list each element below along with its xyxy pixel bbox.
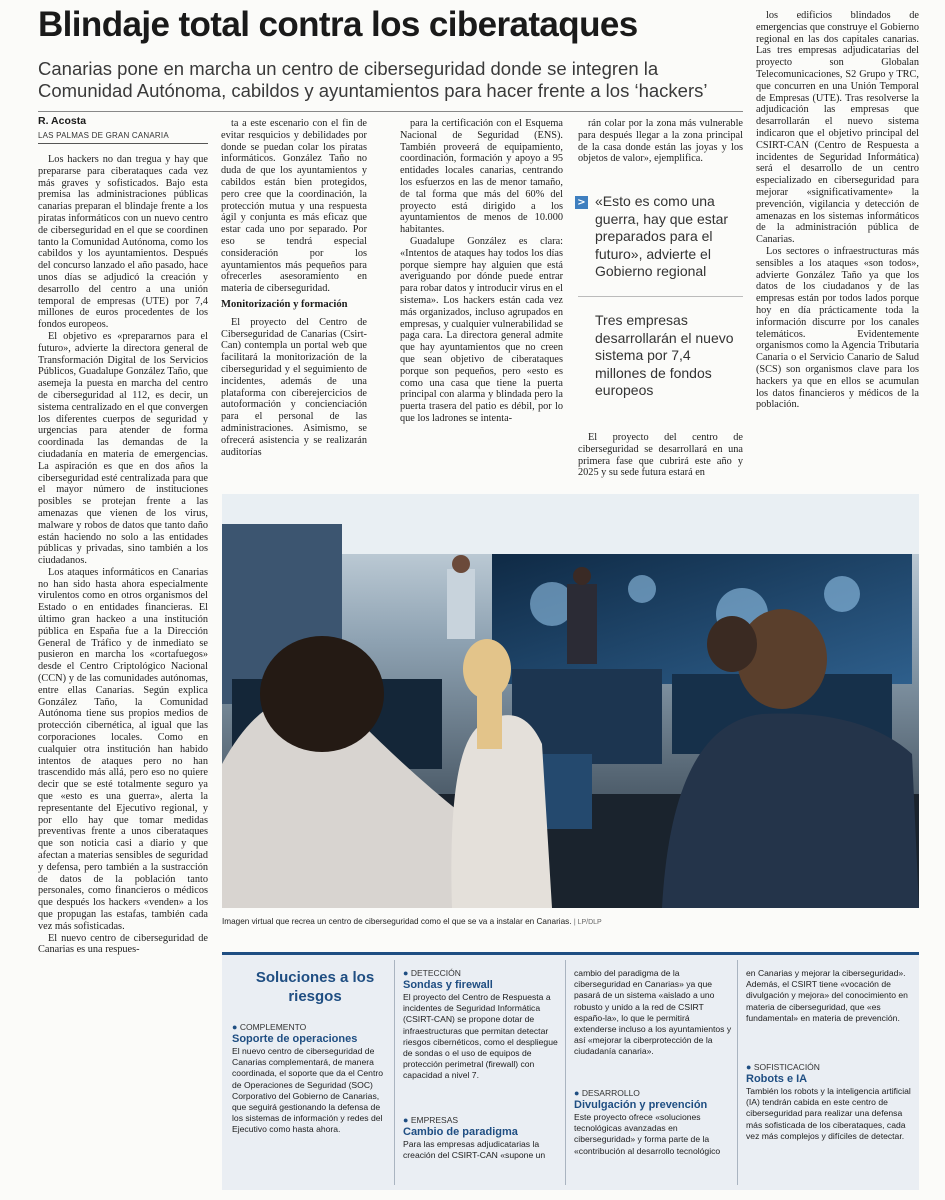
paragraph: Los ataques informáticos en Canarias no han sido hasta ahora especialmente virulentos como en otros organismos del Estado o en entidades financieras. El último gran hackeo a una institución pública en España fue a la Dirección General de Tráfico y de inmediato se pusieron en marcha los «cortafuegos» desde el Centro Criptológico Nacional (CCN) y de las comunidades autónomas, entre ellas Canarias. Según explica González Taño, la Comunidad Autónoma tiene sus propios medios de protección cibernética, al igual que las corporaciones locales. Como en cualquier otra institución han habido intentos de ataques pero no han trascendido más allá, pero eso no quiere decir que se esté totalmente seguro ya que «esto es una guerra», alerta la representante del Ejecutivo regional, y por ello hay que tomar medidas preventivas frente a unos ciberataques que son noticia casi a diario y que afectan a materias sensibles de seguridad y defensa, pero también a la sustracción de datos de la población tanto personales, como financieros o médicos que después los hackers «venden» a los que propugan las estafas, también cada vez más sofisticadas. — [38, 566, 208, 932]
paragraph: El proyecto del Centro de Ciberseguridad de Canarias (Csirt-Can) contempla un portal web que facilitará la monitorización de la ciberseguridad y el seguimiento de incidentes, además de una plataforma con ciberejercicios de autoformación y concienciación para el personal de las administraciones. Asimismo, se ofrecerá asistencia y se realizarán auditorías — [221, 316, 367, 458]
article-column-4-top — [578, 118, 743, 183]
heading-cambio-paradigma: Cambio de paradigma — [403, 1126, 518, 1138]
fact-highlight: Tres empresas desarrollarán el nuevo sistema por 7,4 millones de fondos europeos — [595, 312, 734, 398]
paragraph: Los sectores o infraestructuras más sensibles a los ataques «son todos», advierte González Taño ya que los datos de los ciudadanos y de las empresas están por todos lados porque hoy en día prácticamente toda la información discurre por los canales telemáticos. Evidentemente organismos como la Agencia Tributaria Canaria o el Servicio Canario de Salud (SCS) son organismos clave para los hackers ya que en ellos se acumulan los datos financieros y médicos de la población. — [756, 245, 919, 411]
text-sofisticacion: También los robots y la inteligencia artificial (IA) tendrán cabida en este centro de ciberseguridad para realizar una defensa más sofisticada de los ciberataques, cada vez más complejos y difíciles de detectar. — [746, 1086, 911, 1141]
text-desarrollo-continued: en Canarias y mejorar la ciberseguridad». Además, el CSIRT tiene «vocación de divulgación y mejora» del conocimiento en materia de ciberseguridad, que «es fundamental» en materia de prevención. — [746, 968, 908, 1023]
paragraph: Guadalupe González es clara: «Intentos de ataques hay todos los días porque siempre hay alguien que está averiguando por dónde puede entrar para robar datos y introducir virus en el sistema». Los hackers están cada vez más organizados, incluso agrupados en empresas, y cualquier vulnerabilidad se paga cara. La directora general admite que hay ayuntamientos que no creen que sean objetivo de ciberataques porque son pequeños, pero «esto es como una casa que tiene la puerta principal con alarma y blindada pero la puerta trasera del patio es débil, por lo que los ladrones se intenta- — [400, 235, 563, 424]
kicker-empresas: ● EMPRESAS — [403, 1115, 459, 1125]
paragraph: El proyecto del centro de ciberseguridad se desarrollará en una primera fase que cubrirá este año y 2025 y su sede futura estará en — [578, 432, 743, 479]
subheadline: Canarias pone en marcha un centro de ciberseguridad donde se integren la Comunidad Autónoma, cabildos y ayuntamientos para hacer frente a los ‘hackers’ — [38, 58, 708, 101]
article-column-5 — [756, 10, 919, 488]
sidebar-item-empresas — [403, 1115, 561, 1161]
photo-illustration — [222, 494, 919, 908]
paragraph: rán colar por la zona más vulnerable para después llegar a la zona principal de la casa donde están las joyas y los objetos de valor», ejemplifica. — [578, 118, 743, 165]
heading-divulgacion-prevencion: Divulgación y prevención — [574, 1099, 708, 1111]
sidebar-divider-3 — [737, 960, 738, 1185]
column-3-text — [400, 118, 563, 425]
text-desarrollo: Este proyecto ofrece «soluciones tecnológicas avanzadas en ciberseguridad» y forma parte de la «contribución al desarrollo tecnológico — [574, 1112, 721, 1156]
byline-rule — [38, 143, 208, 144]
sidebar-title: Soluciones a los riesgos — [255, 969, 375, 1005]
paragraph: El nuevo centro de ciberseguridad de Canarias es una respues- — [38, 932, 208, 956]
dateline: LAS PALMAS DE GRAN CANARIA — [38, 131, 169, 140]
text-empresas-continued: cambio del paradigma de la ciberseguridad en Canarias» ya que pasará de un sistema «aislado a uno robusto y unido a la red de CSIRT españo-la», lo que le permitirá extenderse incluso a los ayuntamientos y así «mejorar la ciberprotección de la ciudadanía canaria». — [574, 968, 732, 1057]
bullet-icon: ● — [403, 968, 409, 978]
column-2-text-a — [221, 118, 367, 295]
heading-soporte-operaciones: Soporte de operaciones — [232, 1033, 358, 1045]
sidebar-item-sofisticacion — [746, 1062, 912, 1142]
bullet-icon: ● — [232, 1022, 238, 1032]
paragraph: Los hackers no dan tregua y hay que prepararse para ciberataques cada vez más graves y sofisticados. Bajo esta premisa las administraciones públicas canarias preparan el blindaje frente a los piratas informáticos con un nuevo centro de ciberseguridad en el que se coordinen tanto la Comunidad Autónoma, como los cabildos y los ayuntamientos. Después del concurso lanzado el año pasado, hace unos días se adjudicó la creación y desarrollo del centro a una unión temporal de empresas (UTE) por 7,4 millones de euros procedentes de los fondos europeos. — [38, 154, 208, 331]
paragraph: ta a este escenario con el fin de evitar resquicios y debilidades por donde se puedan colar los piratas informáticos. González Taño no duda de que los ayuntamientos y cabildos están bien protegidos, pero cree que la coordinación, la protección mutua y una respuesta ágil y conjunta es más eficaz que estar cada uno por separado. Por eso se tendrá especial consideración por los ayuntamientos más pequeños para ofrecerles asesoramiento en materia de ciberseguridad. — [221, 118, 367, 295]
headline: Blindaje total contra los ciberataques — [38, 5, 638, 44]
article-column-1 — [38, 154, 208, 1189]
sidebar-item-col3 — [574, 968, 732, 1058]
column-4-text-b — [578, 432, 743, 479]
column-4-text-a — [578, 118, 743, 165]
heading-sondas-firewall: Sondas y firewall — [403, 979, 493, 991]
kicker-complemento: ● COMPLEMENTO — [232, 1022, 307, 1032]
article-column-4-bottom — [578, 432, 743, 488]
pull-quote: «Esto es como una guerra, hay que estar preparados para el futuro», advierte el Gobierno regional — [595, 193, 729, 279]
sidebar-item-deteccion — [403, 968, 561, 1082]
text-empresas: Para las empresas adjudicatarias la creación del CSIRT-CAN «supone un — [403, 1139, 546, 1161]
column-5-text — [756, 10, 919, 411]
photo-credit: | LP/DLP — [573, 919, 602, 926]
arrow-icon: > — [575, 196, 588, 209]
paragraph: los edificios blindados de emergencias que construye el Gobierno regional en las dos capitales canarias. Las tres empresas adjudicatarias del proyecto son Globalan Telecomunicaciones, S2 Grupo y TRC, que concurren en una Unión Temporal de Empresas (UTE). Tras resolverse la adjudicación las empresas que desarrollarán el nuevo sistema indicaron que el objetivo principal del CSIRT-CAN (Centro de Respuesta a incidentes de Seguridad Informática) será el desarrollo de un centro especializado en ciberseguridad para mejorar «significativamente» la prevención, vigilancia y detección de amenazas en los sistemas informáticos de la administración pública de Canarias. — [756, 10, 919, 246]
text-deteccion: El proyecto del Centro de Respuesta a incidentes de Seguridad Informática (CSIRT-CAN) se propone dotar de infraestructuras que permitan detectar riesgos cibernéticos, como el despliegue de sondas o el uso de equipos de protección perimetral (firewall) con capacidad a nivel 7. — [403, 992, 558, 1081]
caption-text: Imagen virtual que recrea un centro de ciberseguridad como el que se va a instalar en Canarias. — [222, 917, 572, 926]
kicker-desarrollo: ● DESARROLLO — [574, 1088, 640, 1098]
column-2-text-b — [221, 317, 367, 459]
kicker-sofisticacion: ● SOFISTICACIÓN — [746, 1062, 820, 1072]
sidebar-item-desarrollo — [574, 1088, 732, 1157]
column-1-text — [38, 154, 208, 956]
sidebar-item-col4 — [746, 968, 912, 1024]
photo-cyber-center — [222, 494, 919, 908]
sidebar-divider-1 — [394, 960, 395, 1185]
bullet-icon: ● — [403, 1115, 409, 1125]
article-column-2 — [221, 118, 367, 488]
bullet-icon: ● — [746, 1062, 752, 1072]
photo-caption — [222, 916, 919, 928]
paragraph: para la certificación con el Esquema Nacional de Seguridad (ENS). También proveerá de equipamiento, coordinación, formación y apoyo a 95 entidades locales canarias, centrando los esfuerzos en las de menor tamaño, de tal forma que más del 60% del proyecto está dirigido a los ayuntamientos de menos de 10.000 habitantes. — [400, 118, 563, 236]
byline: R. Acosta — [38, 115, 87, 127]
sidebar-item-complemento — [232, 1022, 387, 1136]
sidebar-divider-2 — [565, 960, 566, 1185]
kicker-deteccion: ● DETECCIÓN — [403, 968, 461, 978]
bullet-icon: ● — [574, 1088, 580, 1098]
paragraph: El objetivo es «prepararnos para el futuro», advierte la directora general de Transformación Digital de los Servicios Públicos, Guadalupe González Taño, que asemeja la puesta en marcha del centro de ciberseguridad al 112, es decir, un sistema centralizado en el que convergen los diferentes cuerpos de seguridad y urgencias para atender de forma coordinada las demandas de la ciudadanía en materia de emergencias. La aspiración es que en dos años la ciberseguridad esté centralizada para que el mayor número de instituciones posibles se protejan frente a las amenazas que vienen de los virus, malware y robos de datos que tanto daño están haciendo no solo a las entidades públicas y privadas, sino también a los ciudadanos. — [38, 330, 208, 567]
headline-rule — [38, 111, 743, 112]
heading-robots-ia: Robots e IA — [746, 1073, 808, 1085]
subheading-monitorizacion: Monitorización y formación — [221, 298, 348, 310]
quote-divider — [578, 296, 743, 297]
article-column-3 — [400, 118, 563, 488]
text-complemento: El nuevo centro de ciberseguridad de Canarias complementará, de manera coordinada, el soporte que da el Centro de Operaciones de Seguridad (SOC) Corporativo del Gobierno de Canarias, que seguirá gestionando la defensa de los sistemas de información y redes del Ejecutivo como hasta ahora. — [232, 1046, 383, 1135]
